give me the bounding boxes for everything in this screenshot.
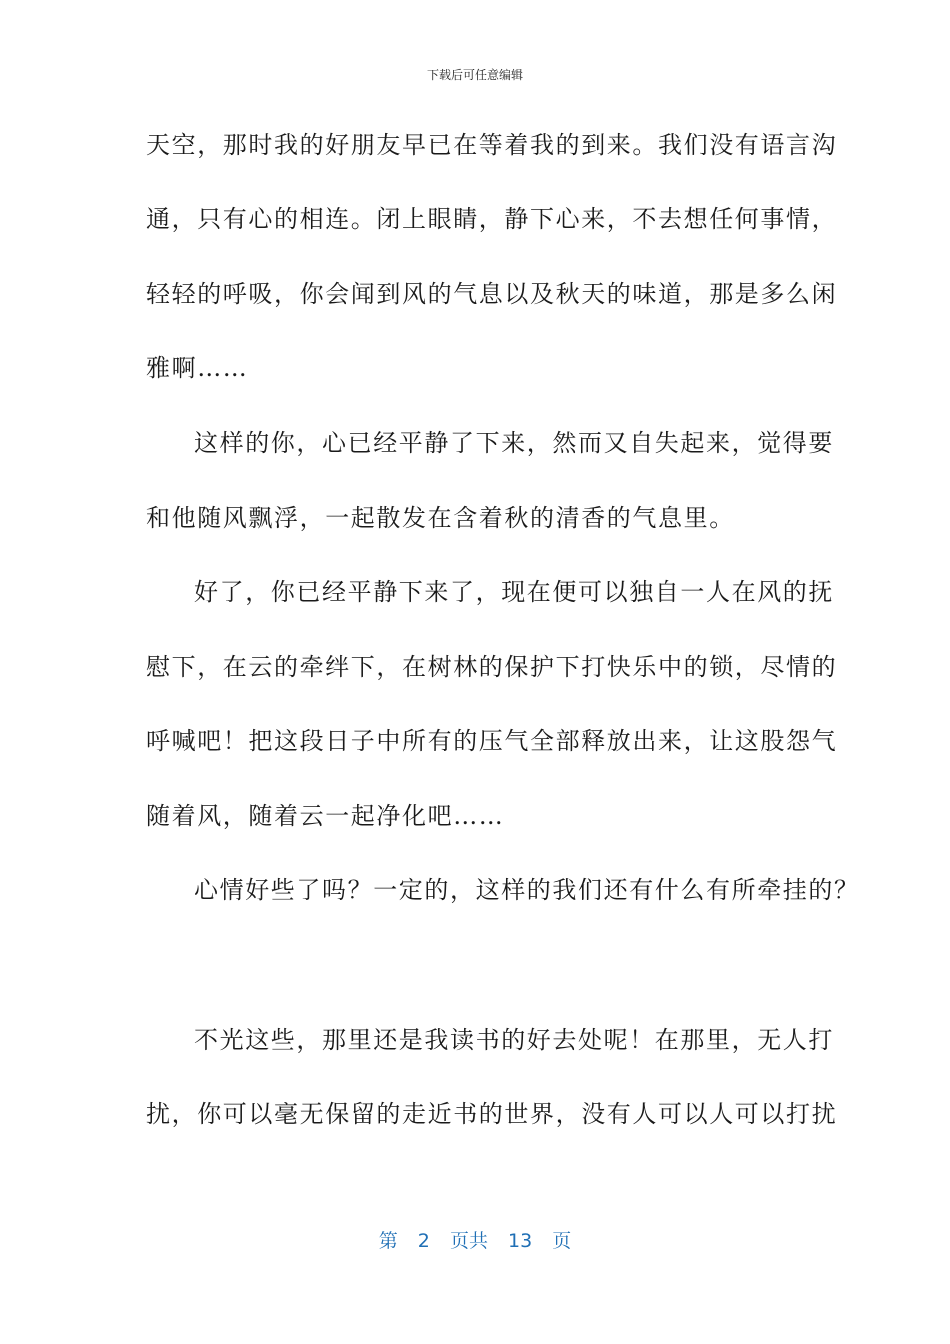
body-line: 这样的你，心已经平静了下来，然而又自失起来，觉得要 bbox=[194, 429, 834, 457]
body-line: 和他随风飘浮，一起散发在含着秋的清香的气息里。 bbox=[146, 504, 735, 532]
footer-current-page: 2 bbox=[417, 1230, 430, 1252]
body-line: 心情好些了吗？一定的，这样的我们还有什么有所牵挂的？ bbox=[194, 876, 860, 904]
body-line: 雅啊…… bbox=[146, 354, 249, 382]
body-line: 呼喊吧！把这段日子中所有的压气全部释放出来，让这股怨气 bbox=[146, 727, 838, 755]
footer-prefix: 第 bbox=[378, 1230, 398, 1252]
body-line: 不光这些，那里还是我读书的好去处呢！在那里，无人打 bbox=[194, 1026, 834, 1054]
page-header-note: 下载后可任意编辑 bbox=[426, 68, 523, 82]
footer-total-pages: 13 bbox=[508, 1230, 533, 1252]
body-line: 通，只有心的相连。闭上眼睛，静下心来，不去想任何事情， bbox=[146, 205, 838, 233]
footer-middle: 页共 bbox=[449, 1230, 488, 1252]
page-footer bbox=[0, 1226, 950, 1253]
footer-suffix: 页 bbox=[552, 1230, 572, 1252]
body-line: 扰，你可以毫无保留的走近书的世界，没有人可以人可以打扰 bbox=[146, 1100, 838, 1128]
body-line: 随着风，随着云一起净化吧…… bbox=[146, 802, 505, 830]
body-line: 慰下，在云的牵绊下，在树林的保护下打快乐中的锁，尽情的 bbox=[146, 653, 838, 681]
body-line: 轻轻的呼吸，你会闻到风的气息以及秋天的味道，那是多么闲 bbox=[146, 280, 838, 308]
body-line: 天空，那时我的好朋友早已在等着我的到来。我们没有语言沟 bbox=[146, 131, 838, 159]
body-line: 好了，你已经平静下来了，现在便可以独自一人在风的抚 bbox=[194, 578, 834, 606]
